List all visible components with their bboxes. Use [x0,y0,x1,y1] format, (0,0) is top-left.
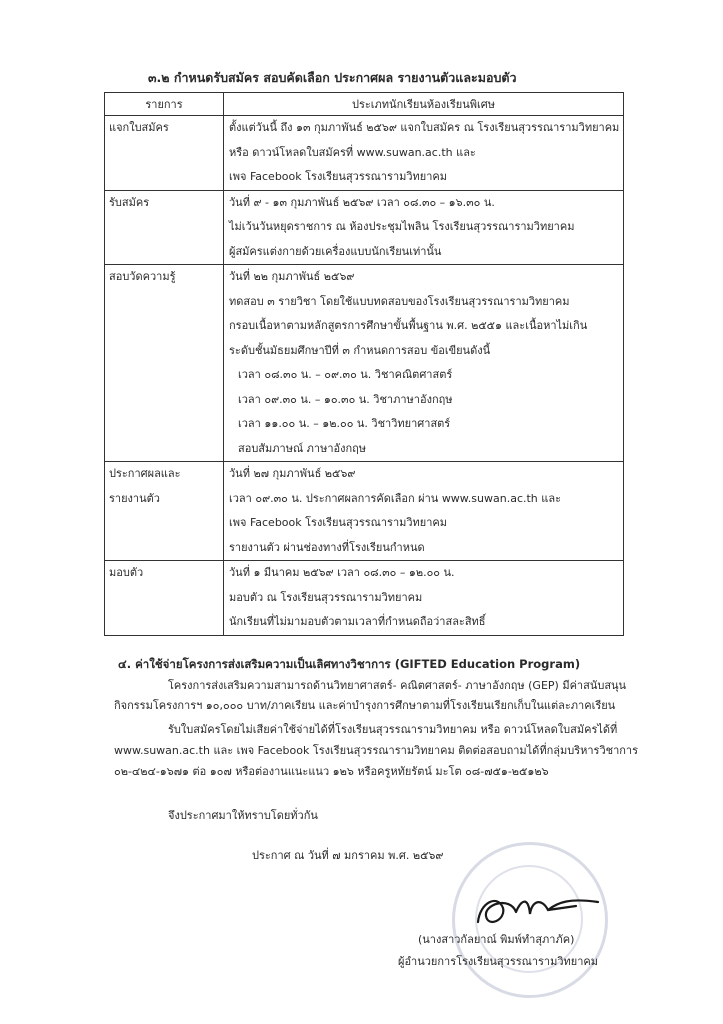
schedule-row-label [105,190,224,265]
schedule-table [104,92,624,636]
row-label-line: รายงานตัว [109,491,160,505]
row-label-line: รับสมัคร [109,195,150,209]
signer-title: ผู้อำนวยการโรงเรียนสุวรรณารามวิทยาคม [398,955,599,968]
section-3-2-heading: ๓.๒ กำหนดรับสมัคร สอบคัดเลือก ประกาศผล รายงานตัวและมอบตัว [148,70,517,85]
sec4-p2-line3: ๐๒-๔๒๔-๑๖๗๑ ต่อ ๑๐๗ หรือต่องานแนะแนว ๑๒๖ หรือครูหทัยรัตน์ มะโต ๐๘-๗๕๑-๒๕๑๒๖ [114,765,549,778]
row-detail-line: รายงานตัว ผ่านช่องทางที่โรงเรียนกำหนด [229,540,425,554]
row-detail-line: หรือ ดาวน์โหลดใบสมัครที่ www.suwan.ac.th และ [229,145,476,159]
row-detail-line: นักเรียนที่ไม่มามอบตัวตามเวลาที่กำหนดถือว่าสละสิทธิ์ [229,615,486,628]
sec4-p2-line2: www.suwan.ac.th และ เพจ Facebook โรงเรียนสุวรรณารามวิทยาคม ติดต่อสอบถามได้ที่กลุ่มบริหารวิชาการ [114,744,639,757]
row-detail-line: ผู้สมัครแต่งกายด้วยเครื่องแบบนักเรียนเท่านั้น [229,244,442,258]
row-label-line: ประกาศผลและ [109,467,181,480]
schedule-row [105,561,624,636]
row-detail-line: เพจ Facebook โรงเรียนสุวรรณารามวิทยาคม [229,516,448,529]
row-detail-line: เวลา ๐๙.๓๐ น. ประกาศผลการคัดเลือก ผ่าน www.suwan.ac.th และ [229,491,562,505]
row-detail-line: วันที่ ๑ มีนาคม ๒๕๖๙ เวลา ๐๘.๓๐ – ๑๒.๐๐ น. [229,566,455,579]
row-label-line: แจกใบสมัคร [109,121,169,134]
row-detail-line: เพจ Facebook โรงเรียนสุวรรณารามวิทยาคม [229,170,448,183]
sec4-p2-line1: รับใบสมัครโดยไม่เสียค่าใช้จ่ายได้ที่โรงเรียนสุวรรณารามวิทยาคม หรือ ดาวน์โหลดใบสมัครได้ที่ [168,723,618,736]
signer-name: (นางสาวกัลยาณ์ พิมพ์ทำสุภาภัค) [418,933,575,946]
row-detail-line: วันที่ ๒๗ กุมภาพันธ์ ๒๕๖๙ [229,467,356,480]
schedule-body [105,116,624,636]
row-detail-line: กรอบเนื้อหาตามหลักสูตรการศึกษาขั้นพื้นฐาน พ.ศ. ๒๕๕๑ และเนื้อหาไม่เกิน [229,319,588,332]
schedule-row-detail [224,265,624,462]
sec4-p1-line2: กิจกรรมโครงการฯ ๑๐,๐๐๐ บาท/ภาคเรียน และค่าบำรุงการศึกษาตามที่โรงเรียนเรียกเก็บในแต่ละภาคเรียน [114,699,616,712]
schedule-row-detail [224,561,624,636]
header-item: รายการ [105,93,224,116]
row-detail-line: ทดสอบ ๓ รายวิชา โดยใช้แบบทดสอบของโรงเรียนสุวรรณารามวิทยาคม [229,294,570,308]
row-detail-line: ไม่เว้นวันหยุดราชการ ณ ห้องประชุมไพลิน โรงเรียนสุวรรณารามวิทยาคม [229,220,575,233]
row-detail-line: วันที่ ๙ - ๑๓ กุมภาพันธ์ ๒๕๖๙ เวลา ๐๘.๓๐ – ๑๖.๓๐ น. [229,195,495,209]
row-detail-line: เวลา ๑๑.๐๐ น. – ๑๒.๐๐ น. วิชาวิทยาศาสตร์ [238,417,451,430]
schedule-row-label [105,561,224,636]
row-detail-line: เวลา ๐๘.๓๐ น. – ๐๙.๓๐ น. วิชาคณิตศาสตร์ [238,368,453,381]
schedule-row [105,265,624,462]
schedule-row [105,190,624,265]
schedule-row [105,462,624,561]
schedule-row-detail [224,116,624,191]
row-label-line: สอบวัดความรู้ [109,270,176,283]
sec4-p1-line1: โครงการส่งเสริมความสามารถด้านวิทยาศาสตร์- คณิตศาสตร์- ภาษาอังกฤษ (GEP) มีค่าสนับสนุน [168,679,627,692]
schedule-row-detail [224,190,624,265]
row-detail-line: ระดับชั้นมัธยมศึกษาปีที่ ๓ กำหนดการสอบ ข้อเขียนดังนี้ [229,343,491,357]
schedule-row [105,116,624,191]
schedule-row-label [105,116,224,191]
schedule-row-label [105,462,224,561]
row-detail-line: วันที่ ๒๒ กุมภาพันธ์ ๒๕๖๙ [229,270,355,283]
schedule-row-label [105,265,224,462]
row-detail-line: เวลา ๐๙.๓๐ น. – ๑๐.๓๐ น. วิชาภาษาอังกฤษ [238,392,453,406]
row-label-line: มอบตัว [109,566,144,579]
section-4-heading: ๔. ค่าใช้จ่ายโครงการส่งเสริมความเป็นเลิศทางวิชาการ (GIFTED Education Program) [118,657,581,671]
header-student-type: ประเภทนักเรียนห้องเรียนพิเศษ [224,93,624,116]
row-detail-line: มอบตัว ณ โรงเรียนสุวรรณารามวิทยาคม [229,590,423,604]
announce-date: ประกาศ ณ วันที่ ๗ มกราคม พ.ศ. ๒๕๖๙ [252,849,444,862]
closing-line: จึงประกาศมาให้ทราบโดยทั่วกัน [168,809,318,822]
row-detail-line: สอบสัมภาษณ์ ภาษาอังกฤษ [238,441,367,455]
row-detail-line: ตั้งแต่วันนี้ ถึง ๑๓ กุมภาพันธ์ ๒๕๖๙ แจกใบสมัคร ณ โรงเรียนสุวรรณารามวิทยาคม [229,121,620,134]
schedule-row-detail [224,462,624,561]
